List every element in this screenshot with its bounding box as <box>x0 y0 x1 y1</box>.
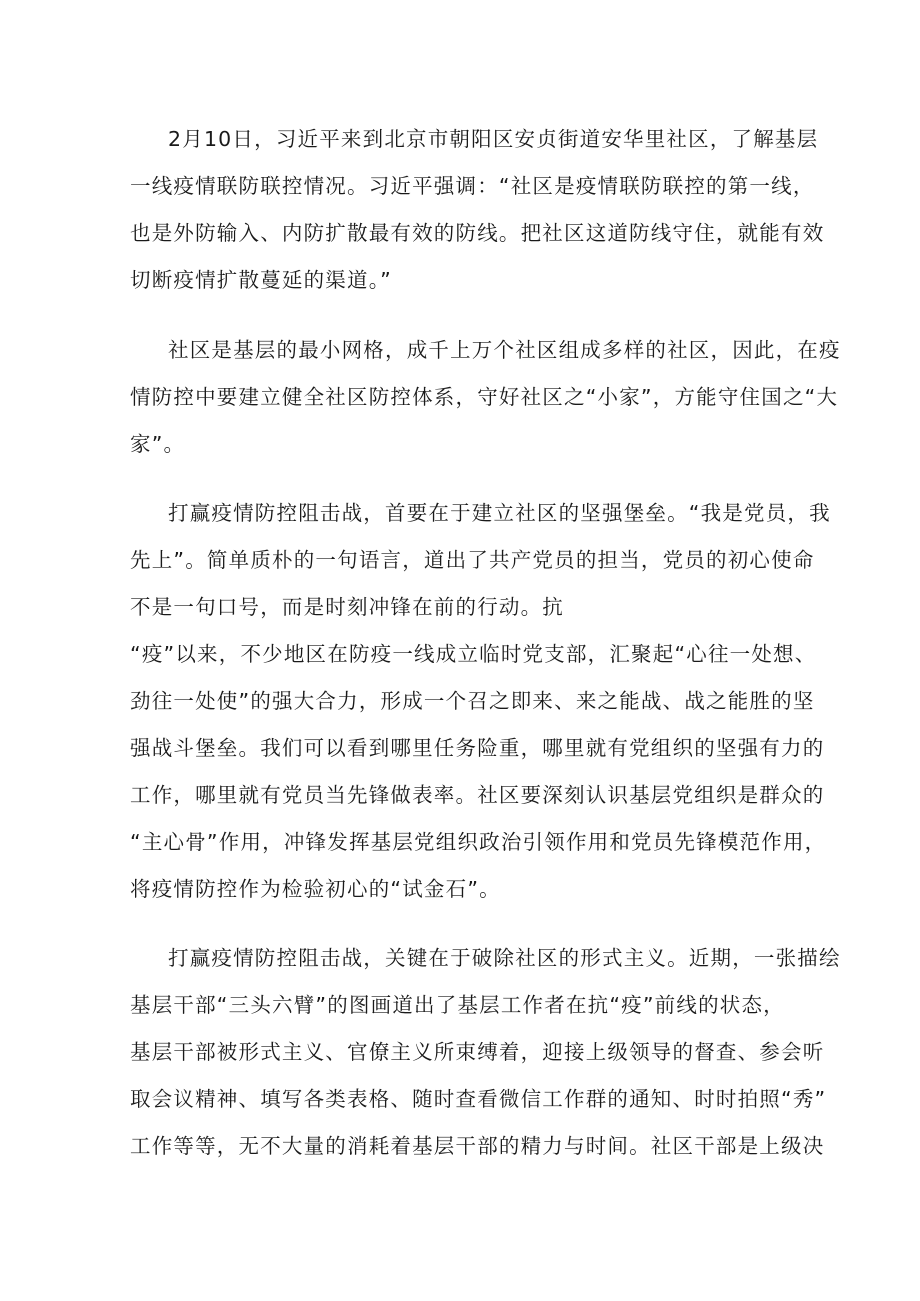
paragraph-3-line-3: 不是一句口号，而是时刻冲锋在前的行动。抗 <box>130 595 564 619</box>
paragraph-4-line-3: 基层干部被形式主义、官僚主义所束缚着，迎接上级领导的督查、参会听 <box>130 1040 825 1064</box>
paragraph-1-line-1: 2月10日，习近平来到北京市朝阳区安贞街道安华里社区，了解基层 <box>168 127 819 151</box>
paragraph-3-line-5: 劲往一处使”的强大合力，形成一个召之即来、来之能战、战之能胜的坚 <box>130 689 815 713</box>
paragraph-4-line-5: 工作等等，无不大量的消耗着基层干部的精力与时间。社区干部是上级决 <box>130 1134 825 1158</box>
paragraph-4-line-4: 取会议精神、填写各类表格、随时查看微信工作群的通知、时时拍照“秀” <box>130 1087 827 1111</box>
paragraph-3-line-7: 工作，哪里就有党员当先锋做表率。社区要深刻认识基层党组织是群众的 <box>130 783 825 807</box>
paragraph-3-line-9: 将疫情防控作为检验初心的“试金石”。 <box>130 877 501 901</box>
paragraph-4-line-2: 基层干部“三头六臂”的图画道出了基层工作者在抗“疫”前线的状态， <box>130 993 785 1017</box>
paragraph-3-line-4: “疫”以来，不少地区在防疫一线成立临时党支部，汇聚起“心往一处想、 <box>130 642 817 666</box>
paragraph-3-line-8: “主心骨”作用，冲锋发挥基层党组织政治引领作用和党员先锋模范作用， <box>130 830 827 854</box>
paragraph-3-line-6: 强战斗堡垒。我们可以看到哪里任务险重，哪里就有党组织的坚强有力的 <box>130 736 825 760</box>
paragraph-2-line-2: 情防控中要建立健全社区防控体系，守好社区之“小家”，方能守住国之“大 <box>130 385 839 409</box>
paragraph-4-line-1: 打赢疫情防控阻击战，关键在于破除社区的形式主义。近期，一张描绘 <box>168 946 841 970</box>
paragraph-3-line-2: 先上”。简单质朴的一句语言，道出了共产党员的担当，党员的初心使命 <box>130 548 815 572</box>
paragraph-2-line-3: 家”。 <box>130 432 186 456</box>
paragraph-3-line-1: 打赢疫情防控阻击战，首要在于建立社区的坚强堡垒。“我是党员，我 <box>168 501 831 525</box>
paragraph-1-line-4: 切断疫情扩散蔓延的渠道。” <box>130 268 392 292</box>
paragraph-1-line-3: 也是外防输入、内防扩散最有效的防线。把社区这道防线守住，就能有效 <box>130 221 825 245</box>
paragraph-1-line-2: 一线疫情联防联控情况。习近平强调：“社区是疫情联防联控的第一线， <box>130 174 815 198</box>
paragraph-2-line-1: 社区是基层的最小网格，成千上万个社区组成多样的社区，因此，在疫 <box>168 338 841 362</box>
